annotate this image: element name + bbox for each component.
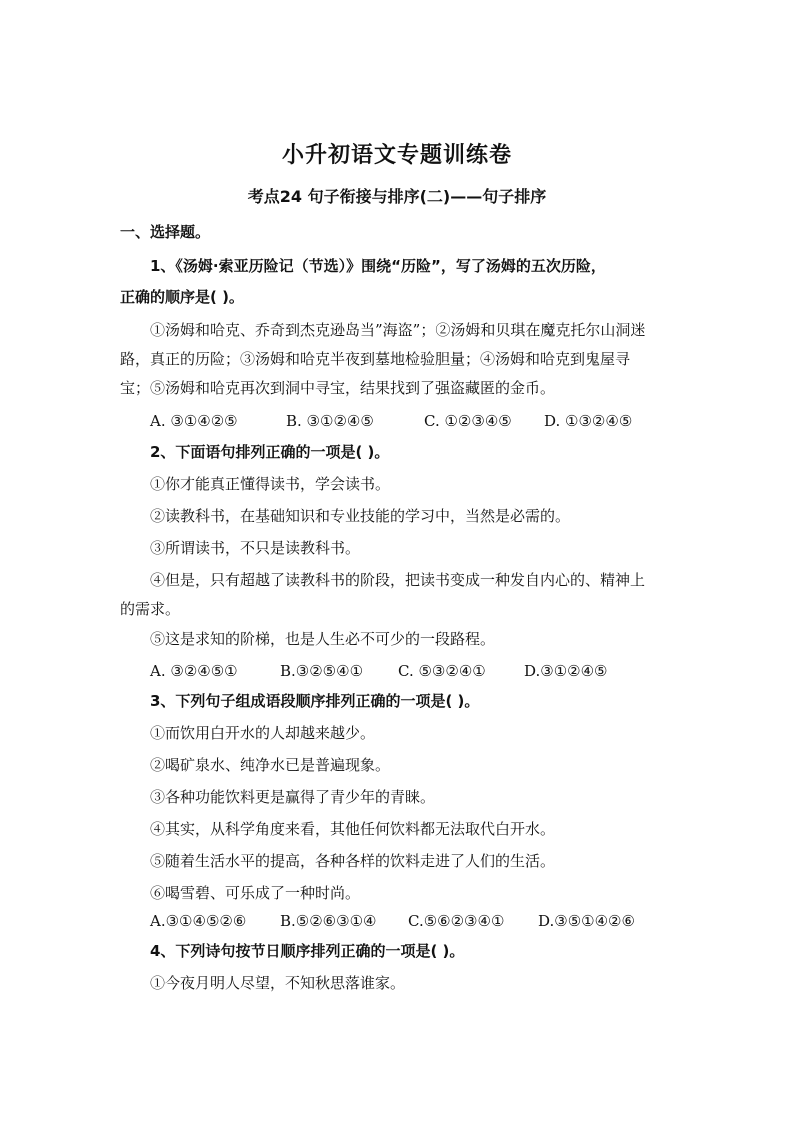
q1-options [150, 411, 680, 431]
q3-stem: 3、下列句子组成语段顺序排列正确的一项是( )。 [150, 692, 480, 710]
q3-item: ②喝矿泉水、纯净水已是普遍现象。 [150, 756, 391, 774]
q1-option-c[interactable]: C. ①②③④⑤ [424, 412, 512, 430]
q2-option-c[interactable]: C. ⑤③②④① [398, 662, 486, 680]
q2-options [150, 661, 680, 681]
q1-stem-line1: 1、《汤姆·索亚历险记（节选）》围绕“历险”，写了汤姆的五次历险， [150, 257, 606, 275]
q2-item: ①你才能真正懂得读书，学会读书。 [150, 475, 391, 493]
q1-option-b[interactable]: B. ③①②④⑤ [286, 412, 374, 430]
q2-option-b[interactable]: B.③②⑤④① [280, 662, 364, 680]
q3-item: ①而饮用白开水的人却越来越少。 [150, 724, 376, 742]
q2-item: ④但是，只有超越了读教科书的阶段，把读书变成一种发自内心的、精神上 [150, 571, 646, 589]
q1-body-line3: 宝；⑤汤姆和哈克再次到洞中寻宝，结果找到了强盗藏匿的金币。 [120, 379, 556, 397]
page-subtitle: 考点24 句子衔接与排序(二)——句子排序 [247, 187, 547, 206]
q2-item: ⑤这是求知的阶梯，也是人生必不可少的一段路程。 [150, 630, 496, 648]
q3-option-a[interactable]: A.③①④⑤②⑥ [150, 912, 247, 930]
q2-item: ②读教科书，在基础知识和专业技能的学习中，当然是必需的。 [150, 507, 571, 525]
q4-item: ①今夜月明人尽望，不知秋思落谁家。 [150, 974, 406, 992]
q3-option-b[interactable]: B.⑤②⑥③①④ [280, 912, 377, 930]
q4-stem: 4、下列诗句按节日顺序排列正确的一项是( )。 [150, 942, 465, 960]
q1-body-line2: 路，真正的历险；③汤姆和哈克半夜到墓地检验胆量；④汤姆和哈克到鬼屋寻 [120, 350, 631, 368]
q2-stem: 2、下面语句排列正确的一项是( )。 [150, 443, 390, 461]
q3-item: ④其实，从科学角度来看，其他任何饮料都无法取代白开水。 [150, 820, 556, 838]
q2-option-d[interactable]: D.③①②④⑤ [524, 662, 608, 680]
q2-item-continued: 的需求。 [120, 600, 181, 618]
q3-options [150, 911, 680, 931]
q2-option-a[interactable]: A. ③②④⑤① [150, 662, 238, 680]
q3-option-c[interactable]: C.⑤⑥②③④① [408, 912, 505, 930]
q1-option-d[interactable]: D. ①③②④⑤ [544, 412, 633, 430]
q2-item: ③所谓读书，不只是读教科书。 [150, 539, 361, 557]
q1-body-line1: ①汤姆和哈克、乔奇到杰克逊岛当”海盗”；②汤姆和贝琪在魔克托尔山洞迷 [150, 321, 646, 339]
q3-option-d[interactable]: D.③⑤①④②⑥ [538, 912, 635, 930]
q3-item: ⑤随着生活水平的提高，各种各样的饮料走进了人们的生活。 [150, 852, 556, 870]
q3-item: ⑥喝雪碧、可乐成了一种时尚。 [150, 884, 361, 902]
q1-stem-line2: 正确的顺序是( )。 [120, 288, 244, 306]
q3-item: ③各种功能饮料更是赢得了青少年的青睐。 [150, 788, 436, 806]
section-heading: 一、选择题。 [120, 223, 211, 241]
page-title: 小升初语文专题训练卷 [281, 143, 512, 168]
q1-option-a[interactable]: A. ③①④②⑤ [150, 412, 238, 430]
